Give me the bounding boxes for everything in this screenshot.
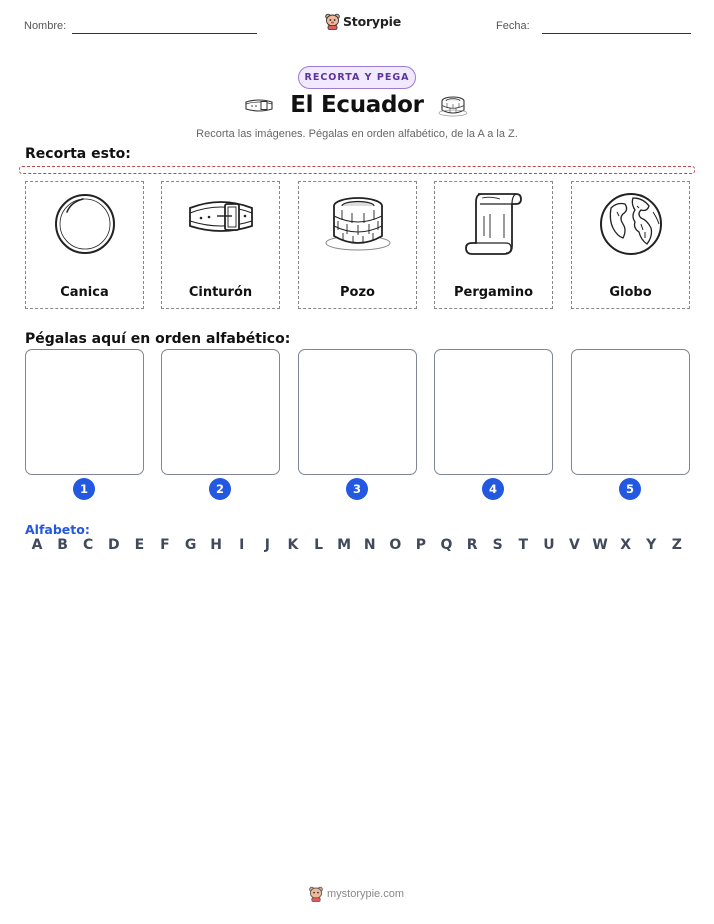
paste-slot[interactable] — [571, 349, 690, 475]
slot-number-badge: 3 — [346, 478, 368, 500]
cut-card-canica[interactable] — [25, 181, 144, 309]
alphabet-letter: T — [518, 537, 529, 553]
alphabet-letter: P — [415, 537, 427, 553]
alphabet-letter: Z — [671, 537, 682, 553]
cut-card-cinturon[interactable] — [161, 181, 280, 309]
cut-card-globo[interactable] — [571, 181, 690, 309]
alphabet-letter: E — [134, 537, 145, 553]
well-icon — [438, 94, 468, 118]
alphabet-letter: N — [363, 537, 376, 553]
alphabet-letter: L — [314, 537, 323, 553]
alphabet-letter: U — [543, 537, 555, 553]
slot-number-badge: 5 — [619, 478, 641, 500]
alphabet-label: Alfabeto: — [25, 522, 90, 537]
bear-mascot-icon — [325, 13, 340, 30]
slot-number-badge: 4 — [482, 478, 504, 500]
cut-line — [19, 166, 695, 174]
paste-slot[interactable] — [434, 349, 553, 475]
brand-name: Storypie — [343, 14, 401, 29]
brand-logo — [325, 13, 401, 30]
alphabet-letter: I — [239, 537, 245, 553]
alphabet-letter: V — [569, 537, 580, 553]
cut-card-label: Globo — [609, 285, 652, 300]
alphabet-letter: M — [337, 537, 352, 553]
alphabet-letter: D — [107, 537, 120, 553]
alphabet-letter: H — [210, 537, 223, 553]
belt-icon — [187, 188, 255, 260]
paste-slot[interactable] — [161, 349, 280, 475]
alphabet-letter: G — [184, 537, 197, 553]
name-label: Nombre: — [24, 20, 67, 32]
scroll-icon — [460, 188, 528, 260]
footer-url[interactable]: mystorypie.com — [327, 888, 405, 900]
alphabet-letter: B — [57, 537, 68, 553]
cut-card-label: Cinturón — [188, 285, 253, 300]
slot-number-badge: 1 — [73, 478, 95, 500]
paste-section-label: Pégalas aquí en orden alfabético: — [25, 331, 291, 347]
alphabet-letter: R — [466, 537, 478, 553]
slot-number-badge: 2 — [209, 478, 231, 500]
well-icon — [324, 188, 392, 260]
alphabet-letter: J — [264, 537, 270, 553]
alphabet-letter: X — [620, 537, 632, 553]
bear-mascot-icon — [309, 886, 323, 902]
alphabet-letter: C — [83, 537, 94, 553]
alphabet-letter: F — [160, 537, 170, 553]
paste-slot[interactable] — [298, 349, 417, 475]
date-line — [542, 33, 691, 34]
globe-icon — [597, 188, 665, 260]
date-label: Fecha: — [496, 20, 530, 32]
name-line — [72, 33, 257, 34]
alphabet-letter: Q — [440, 537, 453, 553]
instructions-text: Recorta las imágenes. Pégalas en orden alfabético, de la A a la Z. — [196, 128, 518, 140]
footer — [309, 886, 404, 902]
paste-slot[interactable] — [25, 349, 144, 475]
cut-card-label: Pozo — [340, 285, 375, 300]
alphabet-letter: W — [592, 537, 608, 553]
alphabet-letter: S — [492, 537, 503, 553]
alphabet-letter: Y — [646, 537, 657, 553]
cut-section-label: Recorta esto: — [25, 146, 131, 162]
alphabet-letter: K — [287, 537, 299, 553]
alphabet-row — [25, 537, 689, 553]
cut-card-pozo[interactable] — [298, 181, 417, 309]
marble-icon — [51, 188, 119, 260]
cut-card-pergamino[interactable] — [434, 181, 553, 309]
alphabet-letter: O — [389, 537, 402, 553]
activity-badge: RECORTA Y PEGA — [298, 66, 416, 89]
alphabet-letter: A — [31, 537, 43, 553]
cut-card-label: Canica — [60, 285, 109, 300]
page-title: El Ecuador — [290, 92, 424, 118]
cut-card-label: Pergamino — [453, 285, 534, 300]
